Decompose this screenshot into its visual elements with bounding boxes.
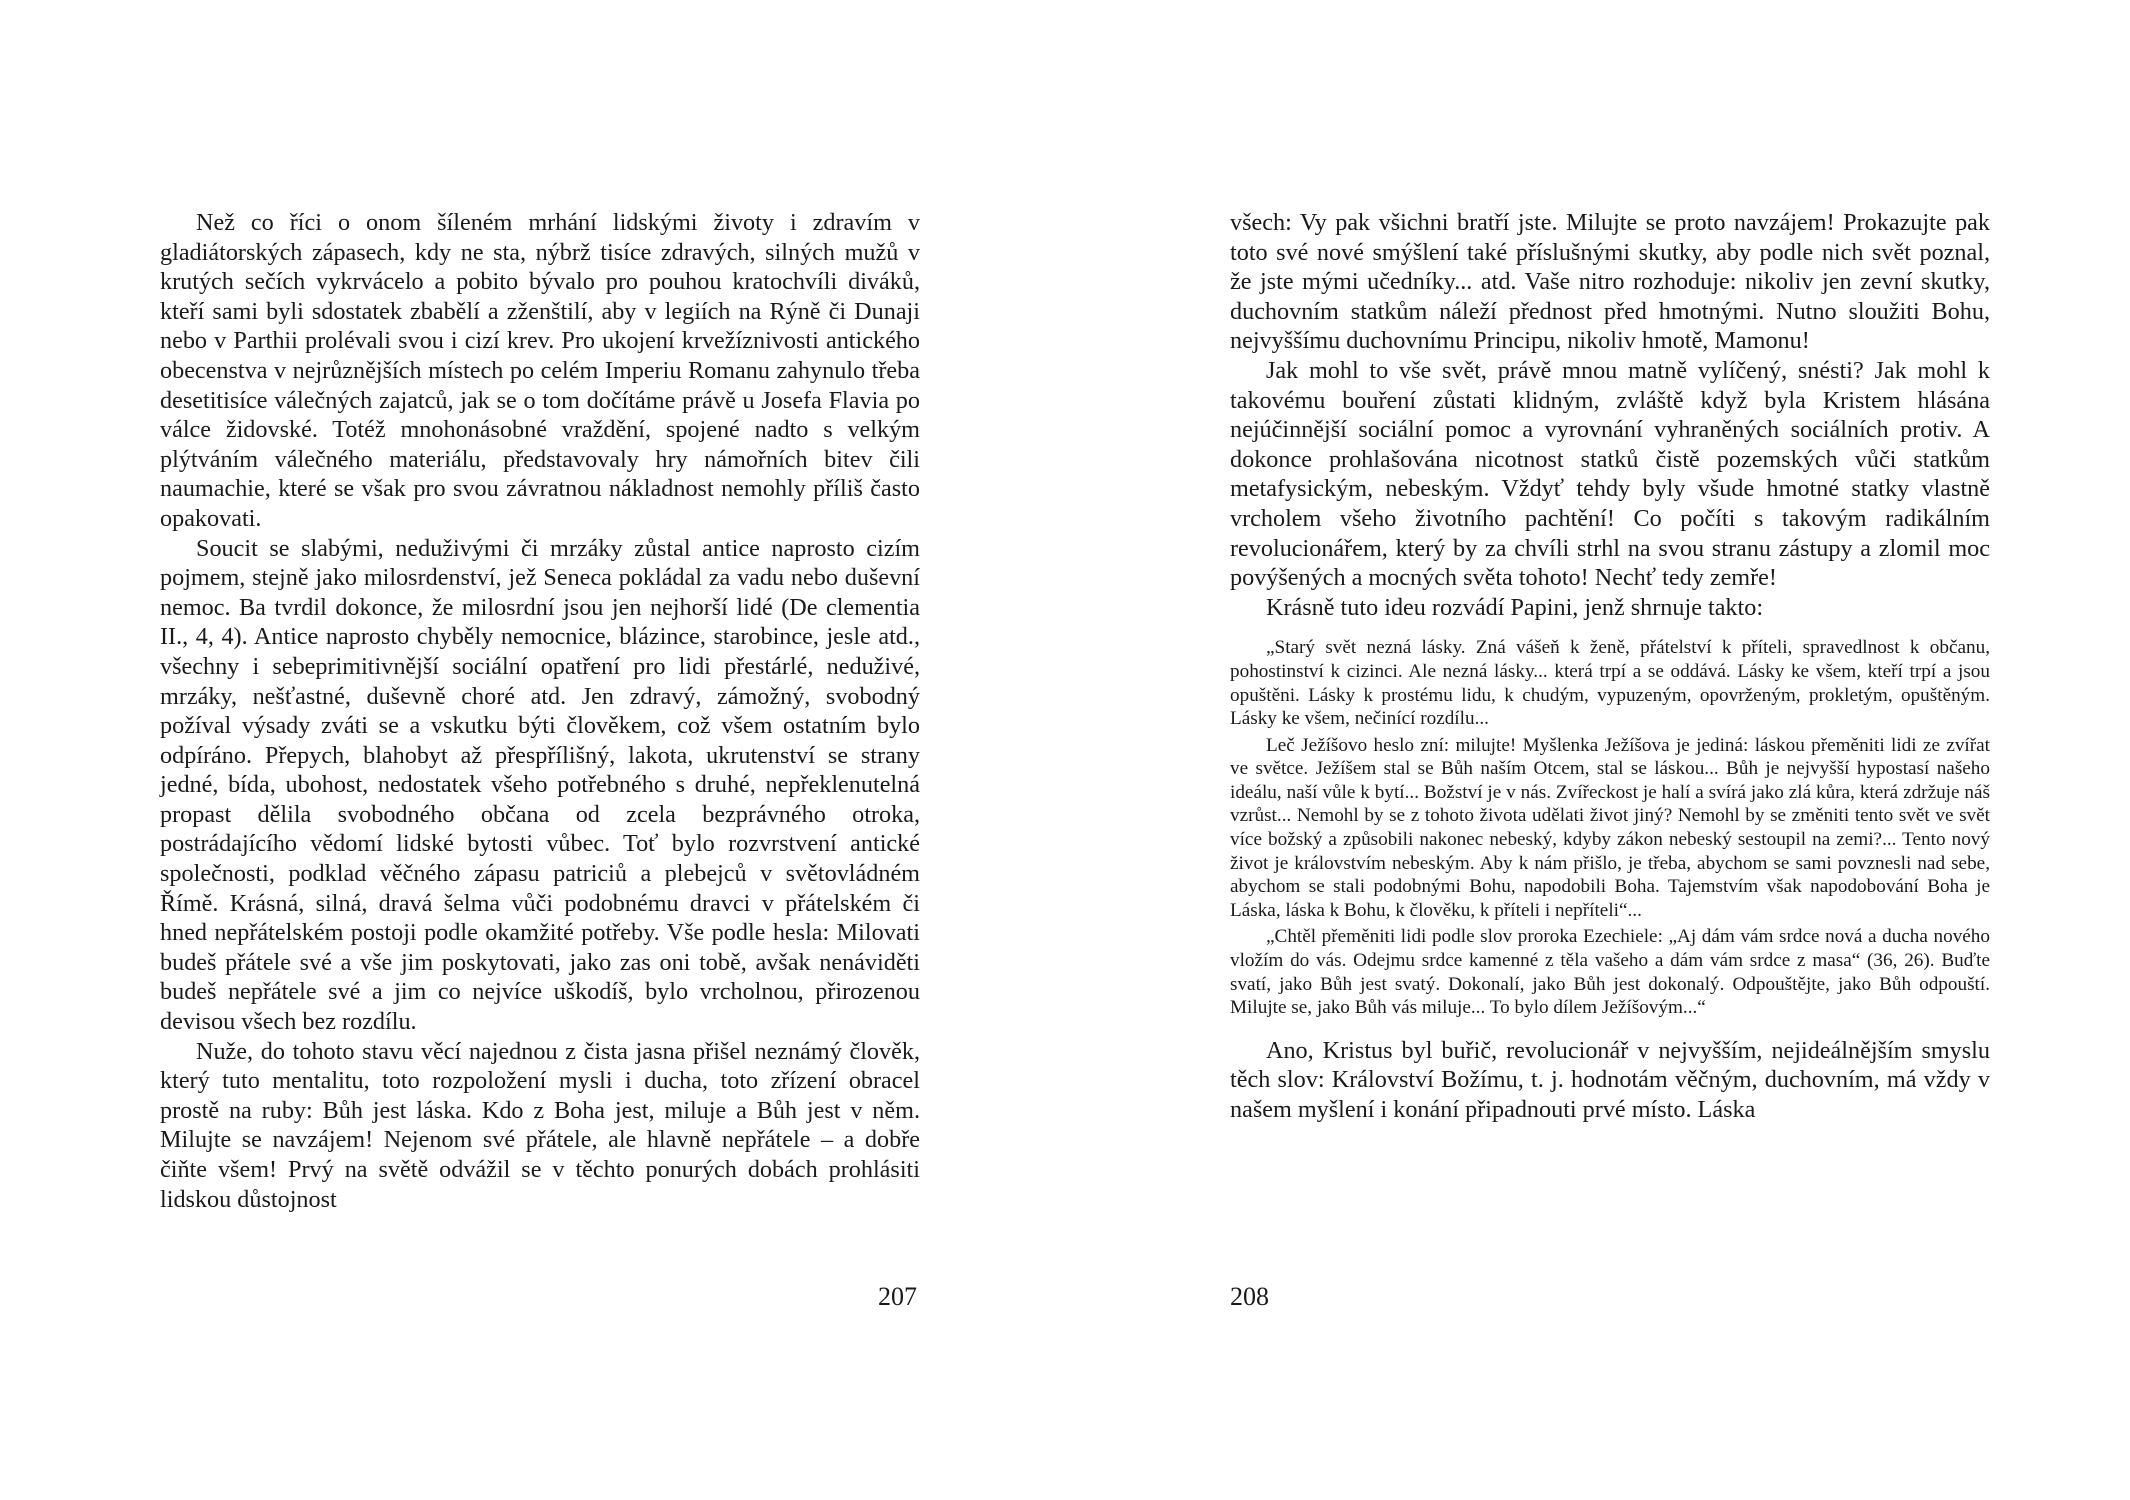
page-number-right: 208 xyxy=(1230,1282,1269,1311)
right-page-closing xyxy=(1230,1036,1990,1125)
block-quote xyxy=(1230,636,1990,1020)
paragraph: Ano, Kristus byl buřič, revolucionář v nejvyšším, nejideálnějším smyslu těch slov: Království Božímu, t. j. hodnotám věčným, duchovním, má vždy v našem myšlení i konání připadnouti prvé místo. Láska xyxy=(1230,1036,1990,1123)
left-page xyxy=(160,208,920,1214)
right-page xyxy=(1230,208,1990,1125)
quote-paragraph: „Starý svět nezná lásky. Zná vášeň k ženě, přátelství k příteli, spravedlnost k občanu, pohostinství k cizinci. Ale nezná lásky... která trpí a se oddává. Lásky ke všem, kteří trpí a jsou opuštěni. Lásky k prostému lidu, k chudým, vypuzeným, opovrženým, prokletým, opuštěným. Lásky ke všem, nečinící rozdílu... xyxy=(1230,637,1990,730)
left-page-body xyxy=(160,208,920,1214)
paragraph: Soucit se slabými, neduživými či mrzáky zůstal antice naprosto cizím pojmem, stejně jako milosrdenství, jež Seneca pokládal za vadu nebo duševní nemoc. Ba tvrdil dokonce, že milosrdní jsou jen nejhorší lidé (De clementia II., 4, 4). Antice naprosto chyběly nemocnice, blázince, starobince, jesle atd., všechny i sebeprimitivnější sociální opatření pro lidi přestárlé, neduživé, mrzáky, nešťastné, duševně choré atd. Jen zdravý, zámožný, svobodný požíval výsady zváti se a vskutku býti člověkem, což všem ostatním bylo odpíráno. Přepych, blahobyt až přespřílišný, lakota, ukrutenství se strany jedné, bída, ubohost, nedostatek všeho potřebného s druhé, nepřeklenutelná propast dělila svobodného občana od zcela bezprávného otroka, postrádajícího vědomí lidské bytosti vůbec. Toť bylo rozvrstvení antické společnosti, podklad věčného zápasu patriciů a plebejců v světovládném Římě. Krásná, silná, dravá šelma vůči podobnému dravci v přátelském či hned nepřátelském postoji podle okamžité potřeby. Vše podle hesla: Milovati budeš přátele své a vše jim poskytovati, jako zas oni tobě, avšak nenáviděti budeš nepřátele své a jim co nejvíce uškodíš, bylo vrcholnou, přirozenou devisou všech bez rozdílu. xyxy=(160,534,920,1036)
paragraph: Jak mohl to vše svět, právě mnou matně vylíčený, snésti? Jak mohl k takovému bouření zůstati klidným, zvláště když byla Kristem hlásána nejúčinnější sociální pomoc a vyrovnání vyhraněných sociálních protiv. A dokonce prohlašována nicotnost statků čistě pozemských vůči statkům metafysickým, nebeským. Vždyť tehdy byly všude hmotné statky vlastně vrcholem všeho životního pachtění! Co počíti s takovým radikálním revolucionářem, který by za chvíli strhl na svou stranu zástupy a zlomil moc povýšených a mocných světa tohoto! Nechť tedy zemře! xyxy=(1230,356,1990,592)
quote-paragraph: „Chtěl přeměniti lidi podle slov proroka Ezechiele: „Aj dám vám srdce nová a ducha nového vložím do vás. Odejmu srdce kamenné z těla vašeho a dám vám srdce z masa“ (36, 26). Buďte svatí, jako Bůh jest svatý. Dokonalí, jako Bůh jest dokonalý. Odpouštějte, jako Bůh odpouští. Milujte se, jako Bůh vás miluje... To bylo dílem Ježíšovým...“ xyxy=(1230,926,1990,1019)
paragraph: Než co říci o onom šíleném mrhání lidskými životy i zdravím v gladiátorských zápasech, kdy ne sta, nýbrž tisíce zdravých, silných mužů v krutých sečích vykrvácelo a pobito bývalo pro pouhou kratochvíli diváků, kteří sami byli sdostatek zbabělí a zženštilí, aby v legiích na Rýně či Dunaji nebo v Parthii prolévali svou i cizí krev. Pro ukojení krvežíznivosti antického obecenstva v nejrůznějších místech po celém Imperiu Romanu zahynulo třeba desetitisíce válečných zajatců, jak se o tom dočítáme právě u Josefa Flavia po válce židovské. Totéž mnohonásobné vraždění, spojené nadto s velkým plýtváním válečného materiálu, představovaly hry námořních bitev čili naumachie, které se však pro svou závratnou nákladnost nemohly příliš často opakovati. xyxy=(160,209,920,532)
page-number-left: 207 xyxy=(878,1282,917,1311)
right-page-body xyxy=(1230,208,1990,622)
quote-paragraph: Leč Ježíšovo heslo zní: milujte! Myšlenka Ježíšova je jediná: láskou přeměniti lidi ze zvířat ve světce. Ježíšem stal se Bůh naším Otcem, stal se láskou... Bůh je nejvyšší hypostasí našeho ideálu, naší vůle k bytí... Božství je v nás. Zvířeckost je halí a svírá jako zlá kůra, která zdržuje náš vzrůst... Nemohl by se z tohoto života udělati život jiný? Nemohl by se změniti tento svět ve svět více božský a způsobili nakonec nebeský, kdyby zákon nebeský sestoupil na zemi?... Tento nový život je královstvím nebeským. Aby k nám přišlo, je třeba, abychom se sami povznesli nad sebe, abychom se stali podobnými Bohu, napodobili Boha. Tajemstvím však napodobování Boha je Láska, láska k Bohu, k člověku, k příteli i nepříteli“... xyxy=(1230,734,1990,921)
paragraph: Krásně tuto ideu rozvádí Papini, jenž shrnuje takto: xyxy=(1266,593,1764,621)
paragraph: všech: Vy pak všichni bratří jste. Milujte se proto navzájem! Prokazujte pak toto své nové smýšlení také příslušnými skutky, aby podle nich svět poznal, že jste mými učedníky... atd. Vaše nitro rozhoduje: nikoliv jen zevní skutky, duchovním statkům náleží přednost před hmotnými. Nutno sloužiti Bohu, nejvyššímu duchovnímu Principu, nikoliv hmotě, Mamonu! xyxy=(1230,209,1990,355)
paragraph: Nuže, do tohoto stavu věcí najednou z čista jasna přišel neznámý člověk, který tuto mentalitu, toto rozpoložení mysli i ducha, toto zřízení obracel prostě na ruby: Bůh jest láska. Kdo z Boha jest, miluje a Bůh jest v něm. Milujte se navzájem! Nejenom své přátele, ale hlavně nepřátele – a dobře čiňte všem! Prvý na světě odvážil se v těchto ponurých dobách prohlásiti lidskou důstojnost xyxy=(160,1037,920,1213)
